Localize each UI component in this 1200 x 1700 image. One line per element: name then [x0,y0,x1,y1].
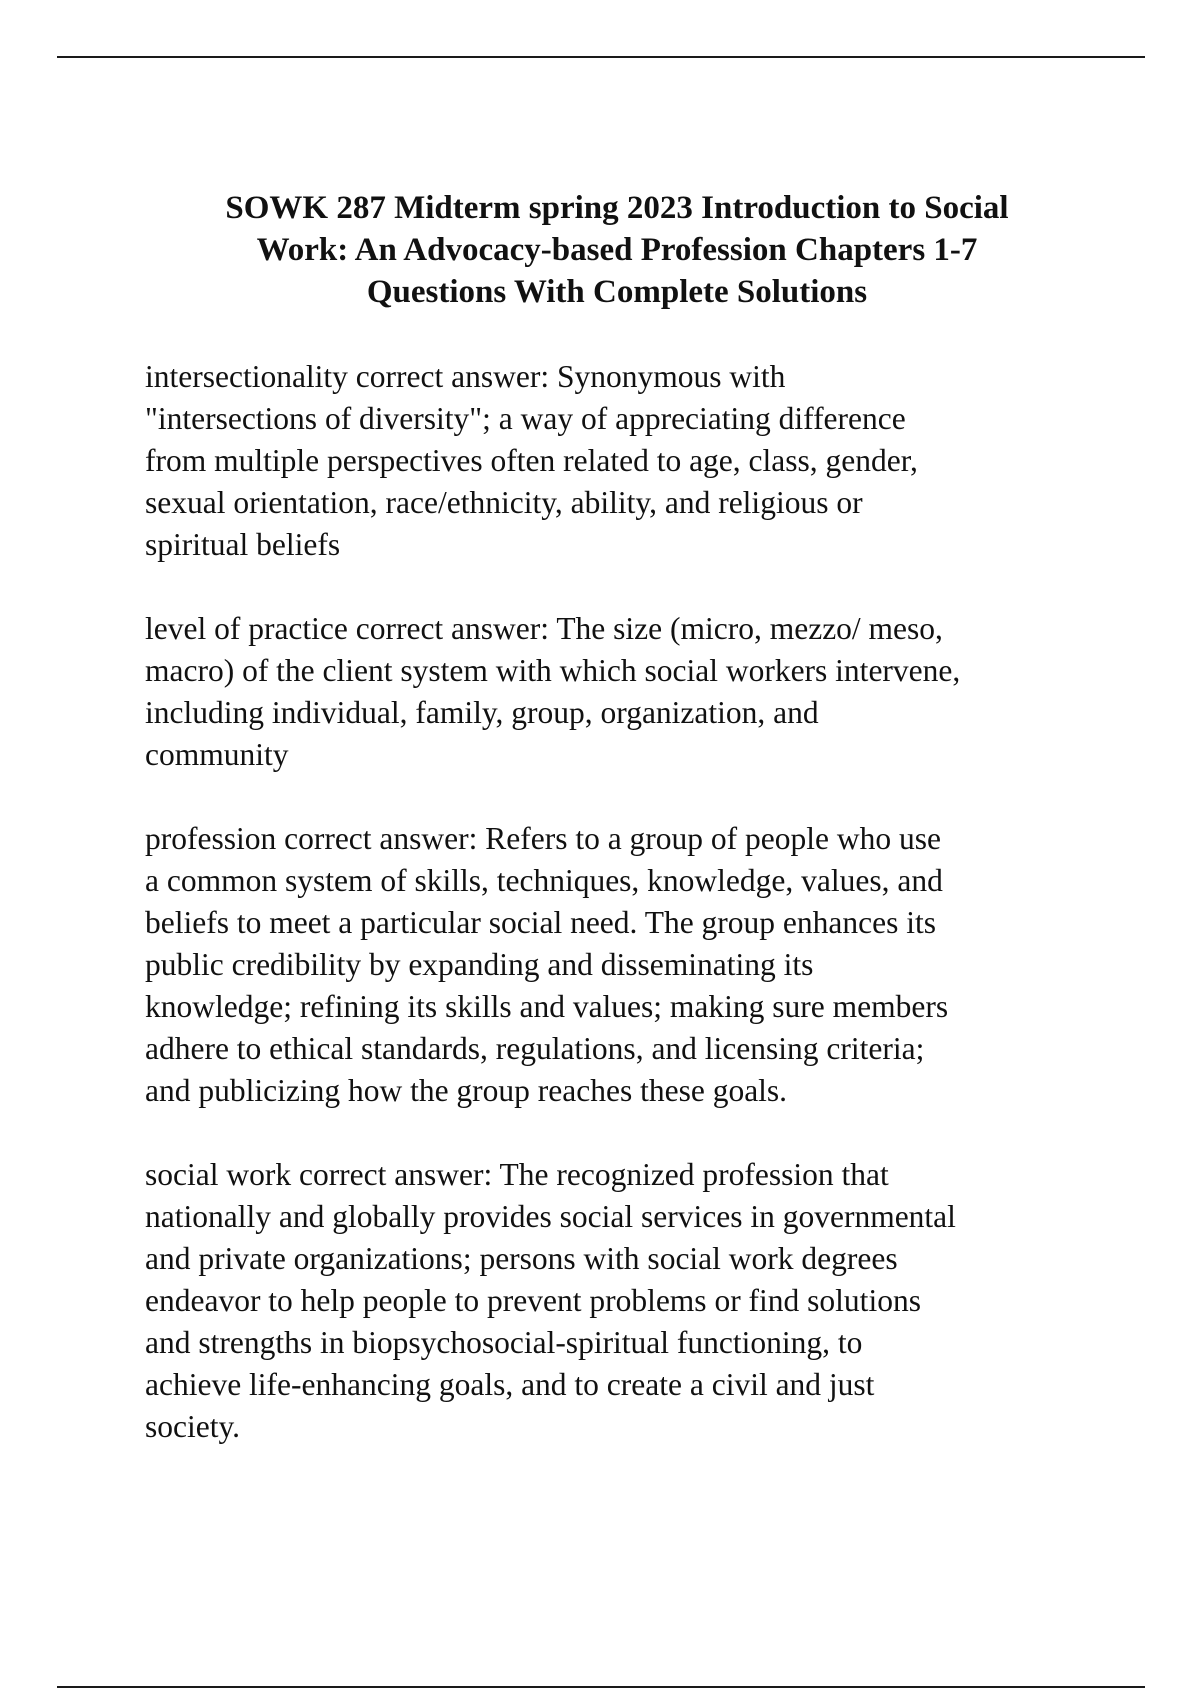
entry-level-of-practice: level of practice correct answer: The size (micro, mezzo/ meso, macro) of the client system with which social workers intervene, including individual, family, group, organization, and community [145,611,961,772]
entry-list [145,356,1105,1490]
document-title: SOWK 287 Midterm spring 2023 Introduction to Social Work: An Advocacy-based Profession Chapters 1-7 Questions With Complete Solutions [225,190,1009,310]
entry-profession: profession correct answer: Refers to a group of people who use a common system of skills, techniques, knowledge, values, and beliefs to meet a particular social need. The group enhances its public credibility by expanding and disseminating its knowledge; refining its skills and values; making sure members adhere to ethical standards, regulations, and licensing criteria; and publicizing how the group reaches these goals. [145,821,949,1108]
entry-intersectionality: intersectionality correct answer: Synonymous with "intersections of diversity"; a way of appreciating difference from multiple perspectives often related to age, class, gender, sexual orientation, race/ethnicity, ability, and religious or spiritual beliefs [145,359,918,562]
bottom-divider [57,1686,1145,1688]
entry-social-work: social work correct answer: The recognized profession that nationally and globally provides social services in governmental and private organizations; persons with social work degrees endeavor to help people to prevent problems or find solutions and strengths in biopsychosocial-spiritual functioning, to achieve life-enhancing goals, and to create a civil and just society. [145,1157,956,1444]
top-divider [57,56,1145,58]
